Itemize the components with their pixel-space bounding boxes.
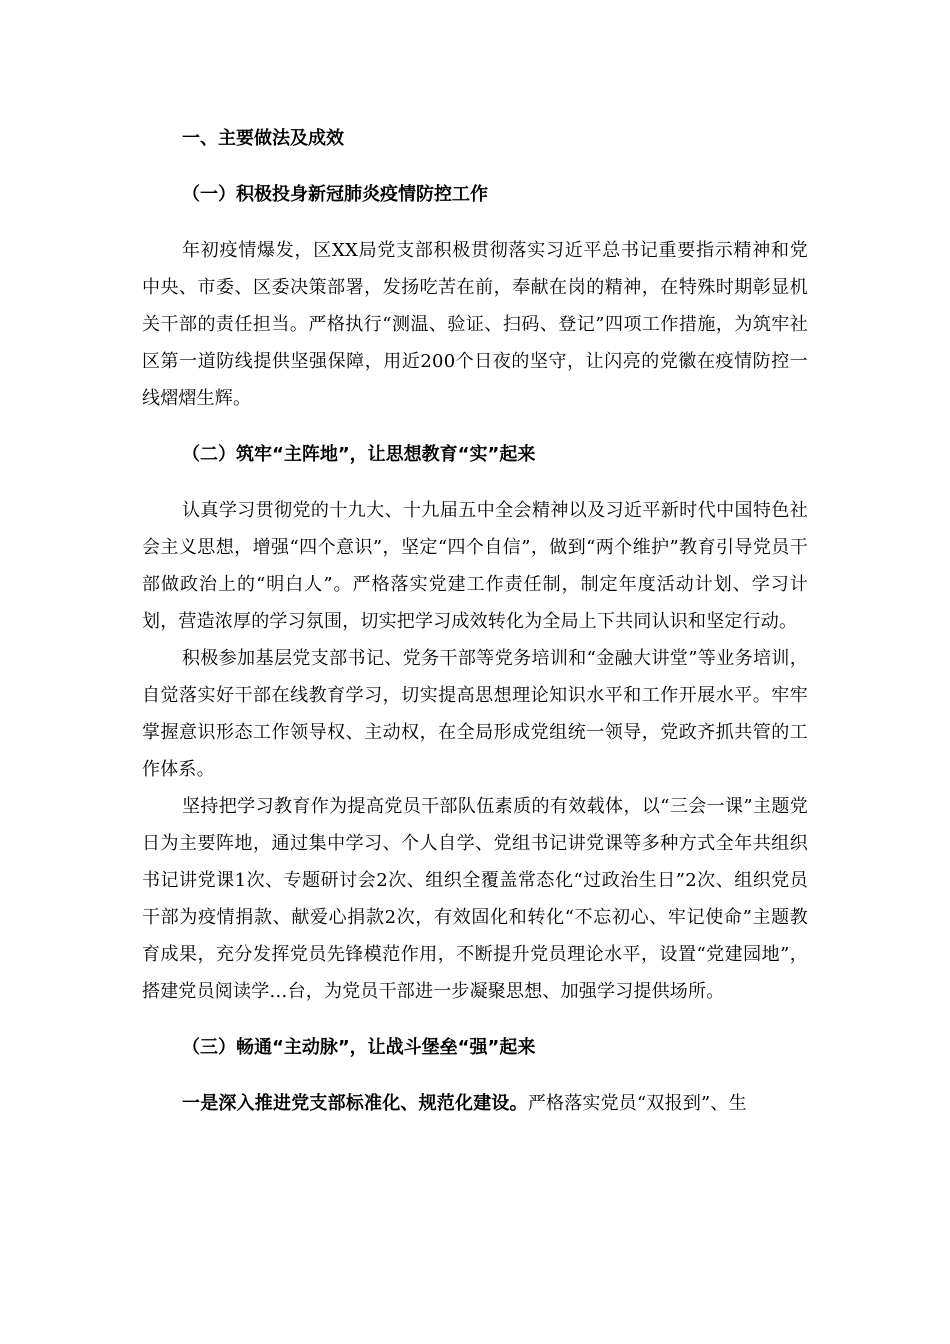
section-2-paragraph-1: 认真学习贯彻党的十九大、十九届五中全会精神以及习近平新时代中国特色社会主义思想，增强“四个意识”，坚定“四个自信”，做到“两个维护”教育引导党员干部做政治上的“明白人”。严格落实党建工作责任制，制定年度活动计划、学习计划，营造浓厚的学习氛围，切实把学习成效转化为全局上下共同认识和坚定行动。 xyxy=(142,500,808,632)
section-3-lead-text: 一是深入推进党支部标准化、规范化建设。 xyxy=(182,1093,528,1114)
section-2-paragraph-3: 坚持把学习教育作为提高党员干部队伍素质的有效载体，以“三会一课”主题党日为主要阵地，通过集中学习、个人自学、党组书记讲党课等多种方式全年共组织书记讲党课1次、专题研讨会2次、组织全覆盖常态化“过政治生日”2次、组织党员干部为疫情捐款、献爱心捐款2次，有效固化和转化“不忘初心、牢记使命”主题教育成果，充分发挥党员先锋模范作用，不断提升党员理论水平，设置“党建园地”，搭建党员阅读学…台，为党员干部进一步凝聚思想、加强学习提供场所。 xyxy=(142,796,808,1002)
section-2-paragraph-2: 积极参加基层党支部书记、党务干部等党务培训和“金融大讲堂”等业务培训，自觉落实好干部在线教育学习，切实提高思想理论知识水平和工作开展水平。牢牢掌握意识形态工作领导权、主动权，在全局形成党组统一领导，党政齐抓共管的工作体系。 xyxy=(142,648,808,780)
main-heading: 一、主要做法及成效 xyxy=(182,128,344,149)
section-2-title: （二）筑牢“主阵地”，让思想教育“实”起来 xyxy=(182,444,536,465)
section-1-paragraph-1: 年初疫情爆发，区XX局党支部积极贯彻落实习近平总书记重要指示精神和党中央、市委、区委决策部署，发扬吃苦在前，奉献在岗的精神，在特殊时期彰显机关干部的责任担当。严格执行“测温、验证、扫码、登记”四项工作措施，为筑牢社区第一道防线提供坚强保障，用近200个日夜的坚守，让闪亮的党徽在疫情防控一线熠熠生辉。 xyxy=(142,240,808,409)
section-3-body-text: 严格落实党员“双报到”、生 xyxy=(527,1093,747,1114)
section-3-paragraph-1 xyxy=(142,1085,808,1122)
section-3-title: （三）畅通“主动脉”，让战斗堡垒“强”起来 xyxy=(182,1037,536,1058)
section-1-title: （一）积极投身新冠肺炎疫情防控工作 xyxy=(182,184,488,205)
document-body xyxy=(142,120,808,1122)
